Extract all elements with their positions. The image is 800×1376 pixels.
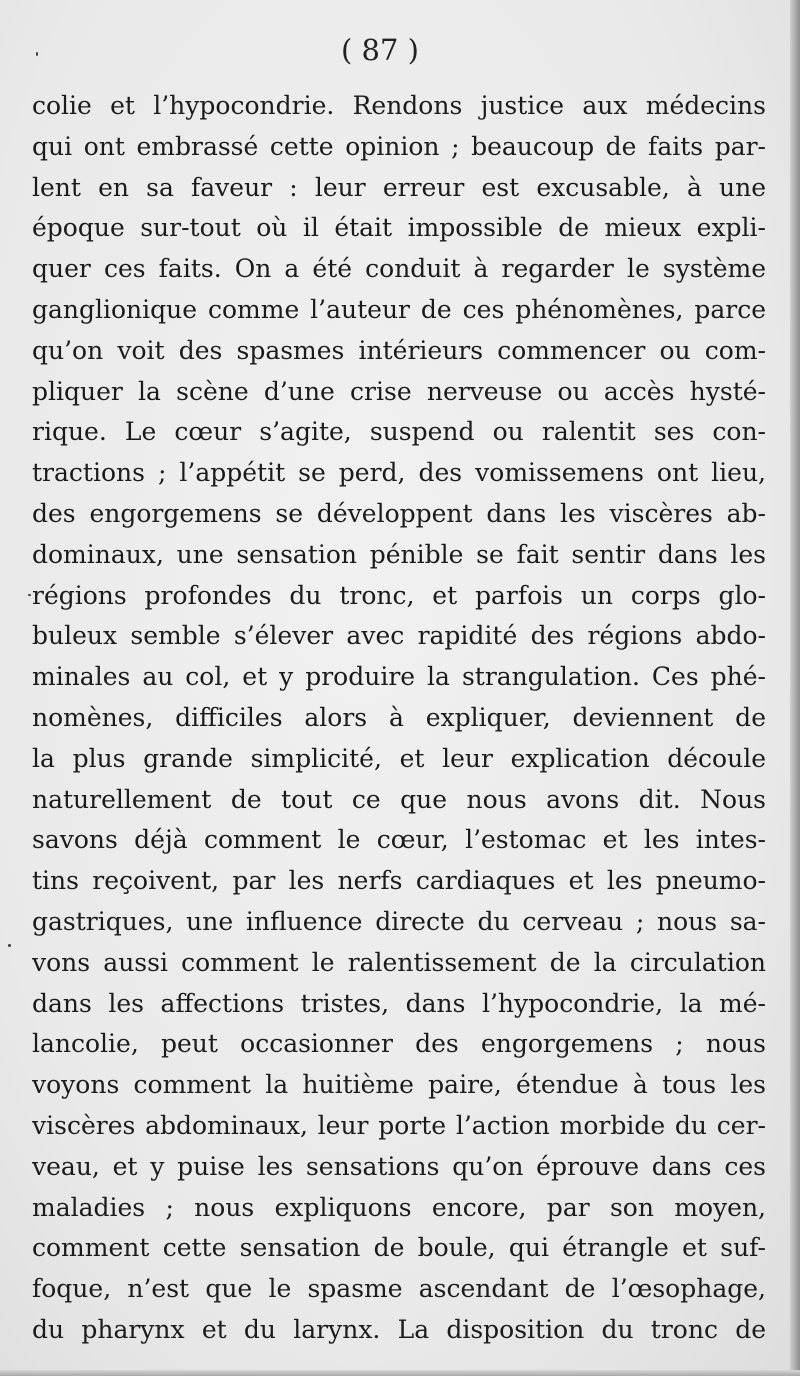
- text-line: buleux semble s’élever avec rapidité des régions abdo-: [32, 621, 766, 651]
- text-line: tractions ; l’appétit se perd, des vomissemens ont lieu,: [32, 458, 766, 488]
- text-line: du pharynx et du larynx. La disposition du tronc de: [32, 1314, 766, 1344]
- text-line: des engorgemens se développent dans les viscères ab-: [32, 498, 766, 528]
- body-text: [32, 86, 766, 1351]
- page-number: ( 87 ): [341, 33, 419, 67]
- text-line: naturellement de tout ce que nous avons dit. Nous: [32, 784, 766, 814]
- text-line: qu’on voit des spasmes intérieurs commencer ou com-: [32, 335, 766, 365]
- ink-speck: [28, 594, 31, 596]
- text-line: époque sur-tout où il était impossible de mieux expli-: [32, 213, 766, 243]
- text-line: tins reçoivent, par les nerfs cardiaques et les pneumo-: [32, 866, 766, 896]
- text-line: maladies ; nous expliquons encore, par son moyen,: [32, 1192, 766, 1222]
- text-line: colie et l’hypocondrie. Rendons justice aux médecins: [32, 91, 766, 120]
- text-line: savons déjà comment le cœur, l’estomac et les intes-: [32, 825, 766, 855]
- text-line: qui ont embrassé cette opinion ; beaucoup de faits par-: [32, 131, 766, 161]
- text-line: dominaux, une sensation pénible se fait sentir dans les: [32, 539, 766, 569]
- page-edge-shadow: [790, 0, 800, 1376]
- text-line: foque, n’est que le spasme ascendant de l’œsophage,: [32, 1274, 766, 1304]
- text-line: veau, et y puise les sensations qu’on éprouve dans ces: [32, 1151, 766, 1181]
- text-line: régions profondes du tronc, et parfois un corps glo-: [32, 580, 766, 610]
- text-line: dans les affections tristes, dans l’hypocondrie, la mé-: [32, 988, 766, 1018]
- text-line: gastriques, une influence directe du cerveau ; nous sa-: [32, 906, 766, 936]
- ink-speck: [8, 944, 11, 947]
- text-line: nomènes, difficiles alors à expliquer, deviennent de: [32, 702, 766, 732]
- text-line: pliquer la scène d’une crise nerveuse ou accès hysté-: [32, 376, 766, 406]
- text-line: quer ces faits. On a été conduit à regarder le système: [32, 254, 766, 284]
- page-bottom-shadow: [0, 1370, 800, 1376]
- text-line: viscères abdominaux, leur porte l’action morbide du cer-: [32, 1110, 766, 1140]
- text-line: comment cette sensation de boule, qui étrangle et suf-: [32, 1233, 766, 1263]
- text-line: rique. Le cœur s’agite, suspend ou ralentit ses con-: [32, 417, 766, 447]
- text-line: ganglionique comme l’auteur de ces phénomènes, parce: [32, 294, 766, 324]
- text-line: lancolie, peut occasionner des engorgemens ; nous: [32, 1029, 766, 1059]
- text-line: la plus grande simplicité, et leur explication découle: [32, 743, 766, 773]
- text-line: voyons comment la huitième paire, étendue à tous les: [32, 1070, 766, 1100]
- text-line: lent en sa faveur : leur erreur est excusable, à une: [32, 172, 766, 202]
- text-line: minales au col, et y produire la strangulation. Ces phé-: [32, 662, 766, 692]
- text-line: vons aussi comment le ralentissement de la circulation: [32, 947, 766, 977]
